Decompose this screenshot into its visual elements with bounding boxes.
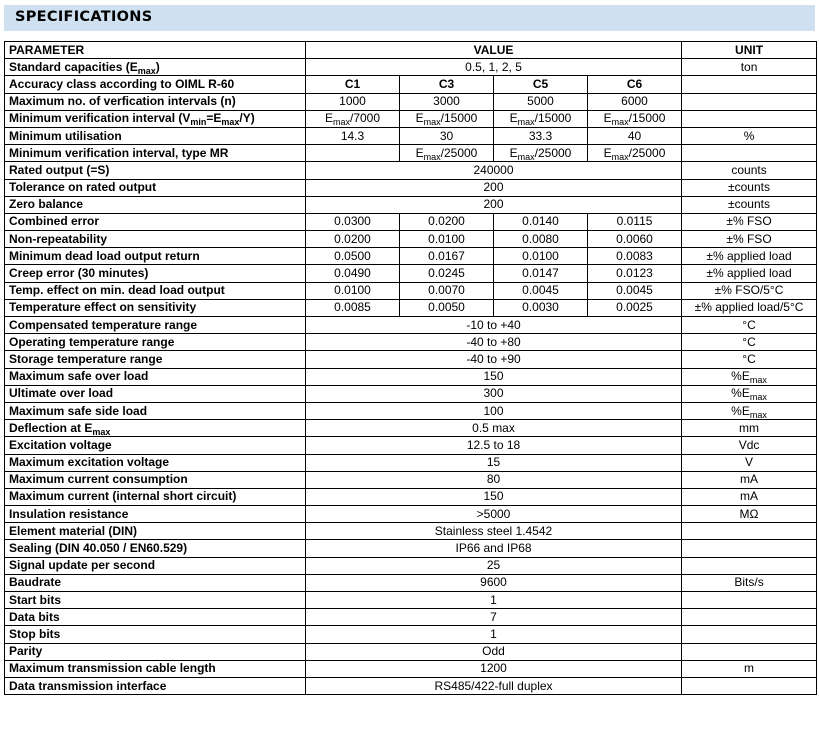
- param-value: -10 to +40: [306, 317, 682, 334]
- accuracy-class-cell: C1: [306, 76, 400, 93]
- param-unit: °C: [682, 317, 817, 334]
- param-label: Minimum dead load output return: [5, 248, 306, 265]
- value-cell: 0.0167: [400, 248, 494, 265]
- param-value: 25: [306, 557, 682, 574]
- param-value: 200: [306, 196, 682, 213]
- param-label: Minimum utilisation: [5, 127, 306, 144]
- param-unit: m: [682, 660, 817, 677]
- value-cell: 0.0300: [306, 213, 400, 230]
- value-cell: 0.0083: [588, 248, 682, 265]
- param-value: >5000: [306, 506, 682, 523]
- param-label: Standard capacities $(E_{max})$: [5, 59, 306, 76]
- param-label: Maximum safe side load: [5, 402, 306, 419]
- value-cell: 0.0500: [306, 248, 400, 265]
- param-label: Maximum no. of verfication intervals (n): [5, 93, 306, 110]
- param-unit: [682, 540, 817, 557]
- param-unit: [682, 93, 817, 110]
- param-unit: [682, 609, 817, 626]
- param-unit: ±% applied load/5°C: [682, 299, 817, 316]
- table-row: [5, 334, 817, 351]
- table-row: [5, 540, 817, 557]
- value-cell: $E_{max}/25000$: [588, 145, 682, 162]
- table-row: [5, 179, 817, 196]
- param-label: Ultimate over load: [5, 385, 306, 402]
- value-cell: 0.0123: [588, 265, 682, 282]
- value-cell: 0.0070: [400, 282, 494, 299]
- param-unit: ±% FSO: [682, 231, 817, 248]
- param-unit: [682, 145, 817, 162]
- value-cell: 14.3: [306, 127, 400, 144]
- param-unit: [682, 592, 817, 609]
- param-value: 300: [306, 385, 682, 402]
- value-cell: 0.0025: [588, 299, 682, 316]
- value-cell: 0.0080: [494, 231, 588, 248]
- param-label: Data bits: [5, 609, 306, 626]
- value-cell: $E_{max}/25000$: [400, 145, 494, 162]
- value-cell: 3000: [400, 93, 494, 110]
- param-unit: Vdc: [682, 437, 817, 454]
- param-value: 100: [306, 402, 682, 419]
- table-row: [5, 385, 817, 402]
- param-unit: [682, 76, 817, 93]
- param-unit: $\%E_{max}$: [682, 368, 817, 385]
- value-cell: 0.0245: [400, 265, 494, 282]
- param-label: Maximum excitation voltage: [5, 454, 306, 471]
- param-label: Maximum current (internal short circuit): [5, 488, 306, 505]
- accuracy-class-cell: C3: [400, 76, 494, 93]
- param-value: 9600: [306, 574, 682, 591]
- param-value: 15: [306, 454, 682, 471]
- param-label: Stop bits: [5, 626, 306, 643]
- param-unit: Bits/s: [682, 574, 817, 591]
- param-label: Minimum verification interval, type MR: [5, 145, 306, 162]
- param-unit: [682, 677, 817, 694]
- param-unit: ±counts: [682, 196, 817, 213]
- table-row: [5, 110, 817, 127]
- param-label: Temperature effect on sensitivity: [5, 299, 306, 316]
- param-value: 0.5 max: [306, 420, 682, 437]
- table-header-row: [5, 42, 817, 59]
- param-unit: $\%E_{max}$: [682, 385, 817, 402]
- param-unit: ton: [682, 59, 817, 76]
- param-label: Non-repeatability: [5, 231, 306, 248]
- value-cell: 1000: [306, 93, 400, 110]
- table-row: [5, 592, 817, 609]
- table-row: [5, 59, 817, 76]
- table-row: [5, 127, 817, 144]
- param-label: Temp. effect on min. dead load output: [5, 282, 306, 299]
- param-label: Storage temperature range: [5, 351, 306, 368]
- param-unit: °C: [682, 334, 817, 351]
- param-label: Deflection at $E_{max}$: [5, 420, 306, 437]
- param-label: Maximum safe over load: [5, 368, 306, 385]
- value-cell: 6000: [588, 93, 682, 110]
- param-label: Sealing (DIN 40.050 / EN60.529): [5, 540, 306, 557]
- table-row: [5, 454, 817, 471]
- accuracy-class-cell: C6: [588, 76, 682, 93]
- param-label: Start bits: [5, 592, 306, 609]
- value-cell: 40: [588, 127, 682, 144]
- param-value: 1: [306, 626, 682, 643]
- param-value: RS485/422-full duplex: [306, 677, 682, 694]
- param-value: 80: [306, 471, 682, 488]
- table-row: [5, 351, 817, 368]
- param-unit: ±% applied load: [682, 248, 817, 265]
- specifications-table: [4, 41, 817, 695]
- param-unit: [682, 110, 817, 127]
- table-row: [5, 231, 817, 248]
- param-unit: ±% applied load: [682, 265, 817, 282]
- param-value: 7: [306, 609, 682, 626]
- param-label: Data transmission interface: [5, 677, 306, 694]
- param-unit: [682, 643, 817, 660]
- param-unit: ±counts: [682, 179, 817, 196]
- table-row: [5, 506, 817, 523]
- section-banner: [4, 5, 815, 31]
- table-row: [5, 557, 817, 574]
- table-row: [5, 643, 817, 660]
- value-cell: $E_{max}/25000$: [494, 145, 588, 162]
- param-unit: counts: [682, 162, 817, 179]
- param-unit: mA: [682, 488, 817, 505]
- param-value: Stainless steel 1.4542: [306, 523, 682, 540]
- table-row: [5, 626, 817, 643]
- value-cell: 0.0140: [494, 213, 588, 230]
- table-row: [5, 248, 817, 265]
- param-label: Zero balance: [5, 196, 306, 213]
- table-row: [5, 145, 817, 162]
- value-cell: 30: [400, 127, 494, 144]
- param-unit: %: [682, 127, 817, 144]
- table-row: [5, 317, 817, 334]
- param-unit: [682, 557, 817, 574]
- param-unit: [682, 626, 817, 643]
- param-label: Element material (DIN): [5, 523, 306, 540]
- value-cell: $E_{max}/15000$: [588, 110, 682, 127]
- table-row: [5, 196, 817, 213]
- value-cell: 0.0045: [494, 282, 588, 299]
- value-cell: 5000: [494, 93, 588, 110]
- value-cell: 0.0045: [588, 282, 682, 299]
- param-unit: mm: [682, 420, 817, 437]
- param-label: Creep error (30 minutes): [5, 265, 306, 282]
- param-value: -40 to +80: [306, 334, 682, 351]
- param-unit: ±% FSO/5°C: [682, 282, 817, 299]
- section-title: SPECIFICATIONS: [15, 9, 153, 25]
- table-row: [5, 609, 817, 626]
- param-value: 150: [306, 488, 682, 505]
- param-unit: °C: [682, 351, 817, 368]
- value-cell: 0.0050: [400, 299, 494, 316]
- table-row: [5, 402, 817, 419]
- accuracy-class-cell: C5: [494, 76, 588, 93]
- param-value: 0.5, 1, 2, 5: [306, 59, 682, 76]
- table-row: [5, 76, 817, 93]
- param-label: Baudrate: [5, 574, 306, 591]
- param-label: Maximum current consumption: [5, 471, 306, 488]
- param-label: Minimum verification interval $(V_{min}=E_{max}/Y)$: [5, 110, 306, 127]
- value-cell: 0.0085: [306, 299, 400, 316]
- table-row: [5, 523, 817, 540]
- header-unit: UNIT: [682, 42, 817, 59]
- param-label: Excitation voltage: [5, 437, 306, 454]
- value-cell: 0.0100: [494, 248, 588, 265]
- table-row: [5, 368, 817, 385]
- table-row: [5, 437, 817, 454]
- value-cell: $E_{max}/7000$: [306, 110, 400, 127]
- param-unit: mA: [682, 471, 817, 488]
- param-value: 200: [306, 179, 682, 196]
- value-cell: 0.0100: [400, 231, 494, 248]
- param-label: Parity: [5, 643, 306, 660]
- param-unit: [682, 523, 817, 540]
- param-value: 12.5 to 18: [306, 437, 682, 454]
- param-unit: ±% FSO: [682, 213, 817, 230]
- param-label: Insulation resistance: [5, 506, 306, 523]
- param-label: Compensated temperature range: [5, 317, 306, 334]
- value-cell: 0.0147: [494, 265, 588, 282]
- table-row: [5, 660, 817, 677]
- table-row: [5, 574, 817, 591]
- param-value: Odd: [306, 643, 682, 660]
- table-row: [5, 677, 817, 694]
- param-unit: V: [682, 454, 817, 471]
- table-row: [5, 162, 817, 179]
- table-row: [5, 93, 817, 110]
- param-value: IP66 and IP68: [306, 540, 682, 557]
- table-row: [5, 282, 817, 299]
- table-row: [5, 265, 817, 282]
- value-cell: [306, 145, 400, 162]
- param-label: Accuracy class according to OIML R-60: [5, 76, 306, 93]
- param-label: Operating temperature range: [5, 334, 306, 351]
- table-row: [5, 299, 817, 316]
- param-unit: $\%E_{max}$: [682, 402, 817, 419]
- param-value: 1200: [306, 660, 682, 677]
- table-row: [5, 488, 817, 505]
- param-label: Maximum transmission cable length: [5, 660, 306, 677]
- value-cell: 33.3: [494, 127, 588, 144]
- value-cell: 0.0060: [588, 231, 682, 248]
- param-value: 1: [306, 592, 682, 609]
- param-label: Combined error: [5, 213, 306, 230]
- param-label: Tolerance on rated output: [5, 179, 306, 196]
- param-value: 240000: [306, 162, 682, 179]
- value-cell: 0.0200: [400, 213, 494, 230]
- param-label: Signal update per second: [5, 557, 306, 574]
- table-row: [5, 420, 817, 437]
- param-value: 150: [306, 368, 682, 385]
- table-row: [5, 213, 817, 230]
- value-cell: $E_{max}/15000$: [494, 110, 588, 127]
- value-cell: $E_{max}/15000$: [400, 110, 494, 127]
- param-value: -40 to +90: [306, 351, 682, 368]
- value-cell: 0.0490: [306, 265, 400, 282]
- value-cell: 0.0100: [306, 282, 400, 299]
- param-unit: MΩ: [682, 506, 817, 523]
- table-row: [5, 471, 817, 488]
- value-cell: 0.0115: [588, 213, 682, 230]
- value-cell: 0.0200: [306, 231, 400, 248]
- value-cell: 0.0030: [494, 299, 588, 316]
- header-parameter: PARAMETER: [5, 42, 306, 59]
- header-value: VALUE: [306, 42, 682, 59]
- param-label: Rated output (=S): [5, 162, 306, 179]
